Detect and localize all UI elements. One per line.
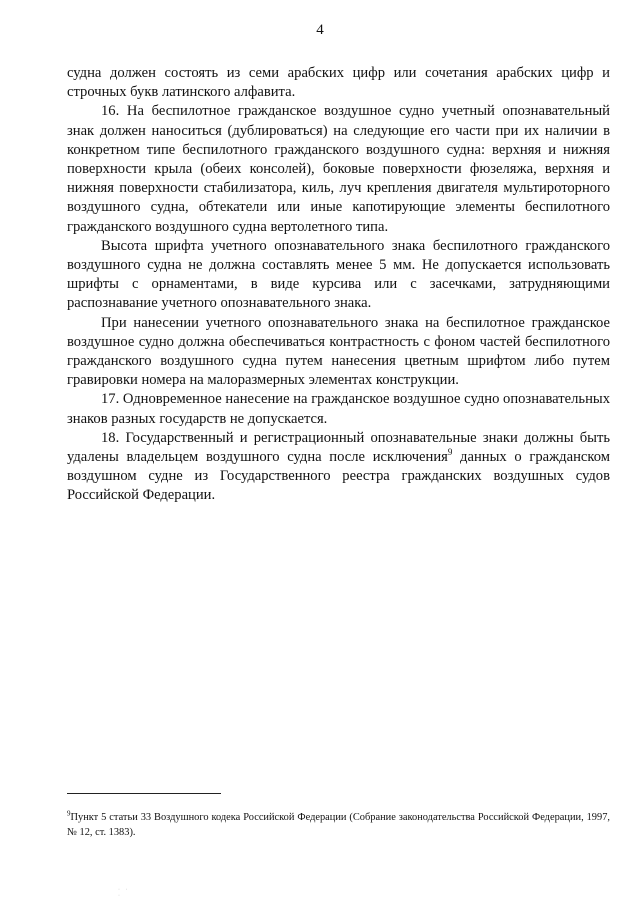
paragraph-item-18-text-before: 18. Государственный и регистрационный опознавательные знаки должны быть удалены владельцем воздушного судна после исключения: [67, 429, 610, 466]
paragraph-item-18: [67, 429, 610, 506]
paragraph-item-17: 17. Одновременное нанесение на гражданское воздушное судно опознавательных знаков разных государств не допускается.: [67, 391, 610, 427]
footnote-text: Пункт 5 статьи 33 Воздушного кодека Российской Федерации (Собрание законодательства Российской Федерации, 1997, № 12, ст. 1383).: [67, 812, 610, 838]
paragraph-item-18-text-after: данных о гражданском воздушном судне из Государственного реестра гражданских воздушных судов Российской Федерации.: [67, 449, 610, 504]
paragraph-item-16: 16. На беспилотное гражданское воздушное судно учетный опознавательный знак должен наноситься (дублироваться) на следующие его части при их наличии в конкретном типе беспилотного гражданского воздушного судна: верхняя и нижняя поверхности крыла (обеих консолей), боковые поверхности фюзеляжа, верхняя и нижняя поверхности стабилизатора, киль, луч крепления двигателя мультироторного воздушного судна, обтекатели или иные капотирующие элементы беспилотного гражданского воздушного судна вертолетного типа.: [67, 103, 610, 235]
paragraph-contrast: При нанесении учетного опознавательного знака на беспилотное гражданское воздушное судно должна обеспечиваться контрастность с фоном частей беспилотного гражданского воздушного судна путем нанесения цветным шрифтом либо путем гравировки номера на малоразмерных элементах конструкции.: [67, 314, 610, 389]
footnote-separator: [67, 793, 221, 794]
footnote-marker: 9: [67, 809, 71, 818]
document-body: [67, 64, 610, 506]
paragraph-font-height: Высота шрифта учетного опознавательного знака беспилотного гражданского воздушного судна не должна составлять менее 5 мм. Не допускается использовать шрифты с орнаментами, в виде курсива или с засечками, затрудняющими распознавание учетного опознавательного знака.: [67, 237, 610, 312]
page-number: 4: [316, 22, 324, 38]
footnote-reference: 9: [447, 447, 453, 458]
paragraph-continuation: судна должен состоять из семи арабских цифр или сочетания арабских цифр и строчных букв латинского алфавита.: [67, 65, 610, 101]
footnote: [67, 810, 610, 840]
scan-speck-decoration: · · ·: [118, 887, 130, 899]
